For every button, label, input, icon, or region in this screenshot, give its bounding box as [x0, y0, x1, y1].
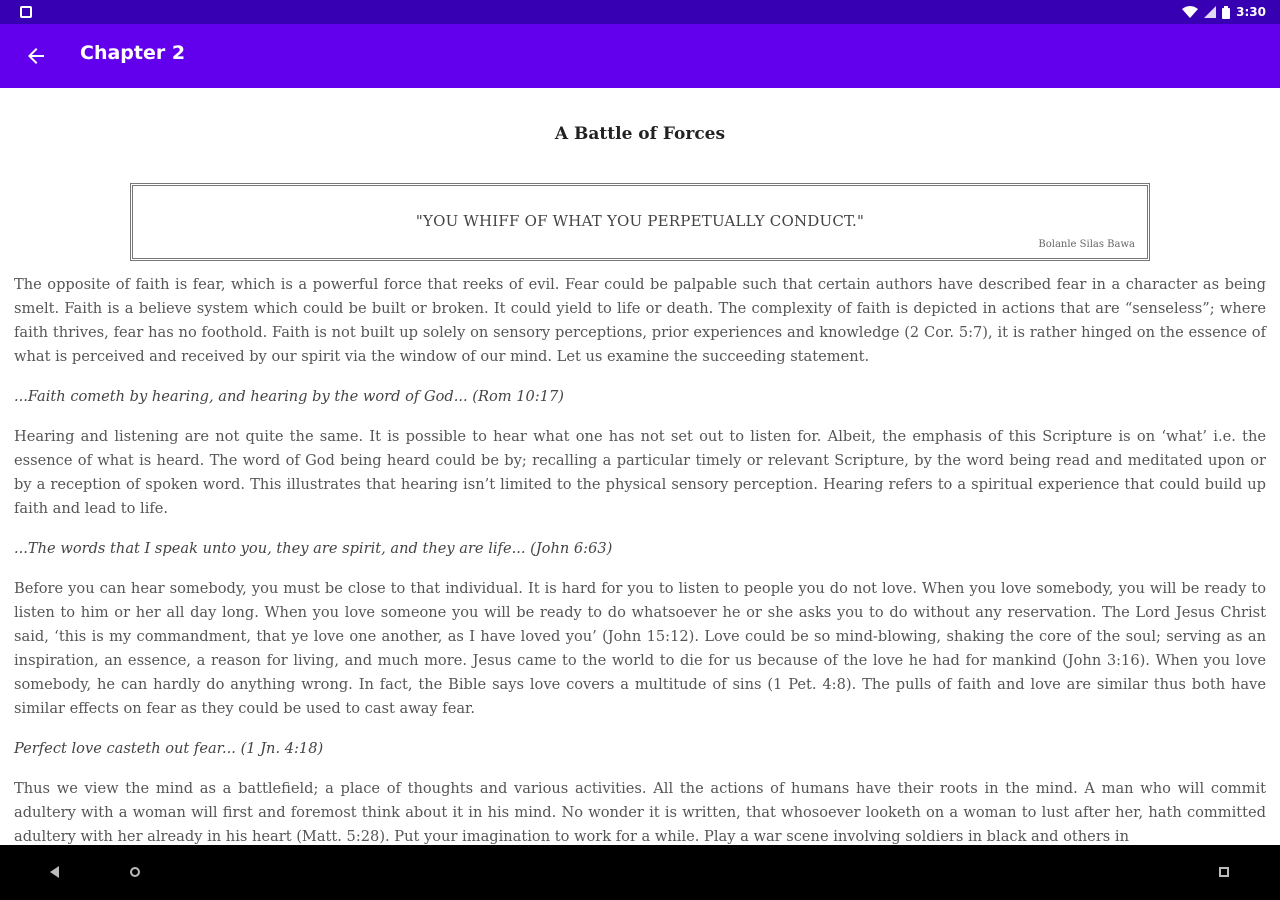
quote-box	[130, 183, 1150, 261]
wifi-icon	[1182, 6, 1198, 18]
nav-recents-icon[interactable]	[1219, 867, 1229, 877]
paragraph: Hearing and listening are not quite the same. It is possible to hear what one has not set out to listen for. Albeit, the emphasis of this Scripture is on ‘what’ i.e. the essence of what is heard. The word of God being heard could be by; recalling a particular timely or relevant Scripture, by the word being read and meditated upon or by a reception of spoken word. This illustrates that hearing isn’t limited to the physical sensory perception. Hearing refers to a spiritual experience that could build up faith and lead to life.	[14, 428, 1266, 517]
app-bar	[0, 24, 1280, 88]
nav-back-icon[interactable]	[50, 866, 59, 878]
back-button[interactable]	[20, 40, 52, 72]
battery-icon	[1222, 6, 1230, 19]
status-bar	[0, 0, 1280, 24]
paragraph: The opposite of faith is fear, which is a powerful force that reeks of evil. Fear could be palpable such that certain authors have described fear in a character as being smelt. Faith is a believe system which could be built or broken. It could yield to life or death. The complexity of faith is depicted in actions that are “senseless”; where faith thrives, fear has no foothold. Faith is not built up solely on sensory perceptions, prior experiences and knowledge (2 Cor. 5:7), it is rather hinged on the essence of what is perceived and received by our spirit via the window of our mind. Let us examine the succeeding statement.	[14, 276, 1266, 365]
chapter-heading: A Battle of Forces	[554, 124, 726, 144]
paragraph: Thus we view the mind as a battlefield; a place of thoughts and various activities. All the actions of humans have their roots in the mind. A man who will commit adultery with a woman will first and foremost think about it in his mind. No wonder it is written, that whosoever looketh on a woman to lust after her, hath committed adultery with her already in his heart (Matt. 5:28). Put your imagination to work for a while. Play a war scene involving soldiers in black and others in	[14, 780, 1266, 845]
nav-home-icon[interactable]	[130, 867, 140, 877]
quote-author: Bolanle Silas Bawa	[1038, 239, 1135, 250]
chapter-body	[14, 273, 1266, 845]
quote-text: "YOU WHIFF OF WHAT YOU PERPETUALLY CONDUCT."	[415, 212, 865, 230]
status-icons	[1182, 3, 1266, 21]
scripture-verse: Perfect love casteth out fear... (1 Jn. 4:18)	[14, 740, 324, 757]
status-time: 3:30	[1236, 5, 1266, 19]
paragraph: Before you can hear somebody, you must be close to that individual. It is hard for you to listen to people you do not love. When you love somebody, you will be ready to listen to him or her all day long. When you love someone you will be ready to do whatsoever he or she asks you to do without any reservation. The Lord Jesus Christ said, ‘this is my commandment, that ye love one another, as I have loved you’ (John 15:12). Love could be so mind-blowing, shaking the core of the soul; serving as an inspiration, an essence, a reason for living, and much more. Jesus came to the world to die for us because of the love he had for mankind (John 3:16). When you love somebody, he can hardly do anything wrong. In fact, the Bible says love covers a multitude of sins (1 Pet. 4:8). The pulls of faith and love are similar thus both have similar effects on fear as they could be used to cast away fear.	[14, 580, 1266, 717]
scripture-verse: ...Faith cometh by hearing, and hearing by the word of God... (Rom 10:17)	[14, 388, 564, 405]
arrow-back-icon	[26, 46, 46, 66]
chapter-content[interactable]	[0, 88, 1280, 845]
notification-icon	[20, 6, 32, 18]
page-title: Chapter 2	[80, 42, 186, 64]
navigation-bar	[0, 845, 1280, 900]
scripture-verse: ...The words that I speak unto you, they are spirit, and they are life... (John 6:63)	[14, 540, 613, 557]
signal-icon	[1204, 6, 1216, 18]
